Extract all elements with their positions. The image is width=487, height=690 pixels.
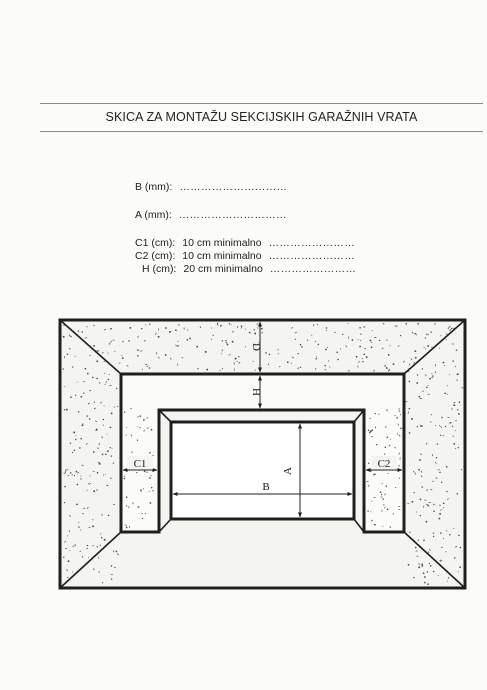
field-c2-blank: …………………… xyxy=(268,250,356,262)
field-h-note: 20 cm minimalno xyxy=(183,263,263,275)
field-a-blank: ………………………… xyxy=(178,209,287,221)
document-title: SKICA ZA MONTAŽU SEKCIJSKIH GARAŽNIH VRATA xyxy=(105,110,418,124)
dimension-c1-label: C1 xyxy=(133,458,147,470)
door-opening xyxy=(171,422,354,519)
field-h-label: H (cm): xyxy=(142,263,177,275)
field-a-label: A (mm): xyxy=(135,209,172,221)
field-c2-note: 10 cm minimalno xyxy=(182,250,262,262)
field-c1-label: C1 (cm): xyxy=(135,237,176,249)
dimension-c2-label: C2 xyxy=(377,458,391,470)
field-c1-blank: …………………… xyxy=(268,237,356,249)
field-h-blank: …………………… xyxy=(269,263,357,275)
dimension-b-label: B xyxy=(262,481,270,493)
dimension-h-label: H xyxy=(250,388,262,396)
field-c2-label: C2 (cm): xyxy=(135,250,176,262)
dimension-d-label: D xyxy=(250,343,262,351)
field-b-label: B (mm): xyxy=(135,181,173,193)
field-b-blank: ………………………… xyxy=(179,181,288,193)
dimension-a-label: A xyxy=(282,467,294,475)
field-c1-note: 10 cm minimalno xyxy=(182,237,262,249)
